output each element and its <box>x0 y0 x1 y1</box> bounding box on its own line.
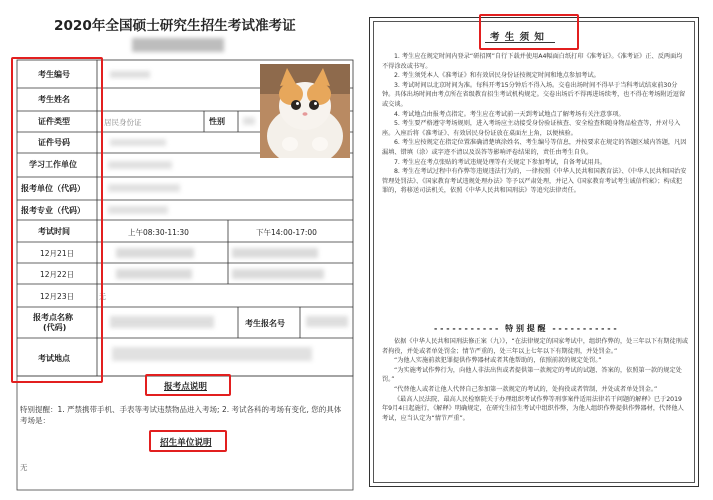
rule-item: 3. 考试时间以北京时间为准。每科开考15分钟后不得入场。交卷出场时间不得早于当科考试结束前30分钟。具体出场时间由考点所在省级教育招生考试机构规定。交卷出场后不得再进场续考，也不得在考场附近逗留或交谈。 <box>382 81 686 108</box>
special-reminder-body <box>382 337 688 423</box>
rule-item: 8. 考生在考试过程中有作弊等违规违法行为的，一律按照《中华人民共和国教育法》、《中华人民共和国治安管理处罚法》、《国家教育考试违规处理办法》等予以严肃处理，并记入《国家教育考试考生诚信档案》；构成犯罪的，将移送司法机关，依照《中华人民共和国刑法》等追究法律责任。 <box>382 168 687 195</box>
label-exam-time: 考试时间 <box>38 227 70 236</box>
special-para: 《最高人民法院、最高人民检察院关于办理组织考试作弊等刑事案件适用法律若干问题的解释》已于2019年9月4日起施行，《解释》明确规定，在研究生招生考试中组织作弊，为他人组织作弊提供作弊器材，代替他人考试，应当认定为“情节严重”。 <box>382 395 684 422</box>
label-site-code: (代码) <box>43 323 67 332</box>
redacted-gender <box>243 117 255 125</box>
label-apply-unit: 报考单位（代码） <box>21 184 85 193</box>
rule-item: 6. 考生应按规定在指定位置准确清楚填涂姓名、考生编号等信息，并按要求在规定的答题区域内答题，凡因漏填、错填（涂）或字迹不清以及误答等影响评卷结果的，责任由考生自负。 <box>382 139 687 156</box>
rule-item: 4. 考试地点由报考点指定。考生应在考试前一天到考试地点了解考场有关注意事项。 <box>394 110 625 118</box>
dash-left: - - - - - - - - - - - <box>434 324 499 333</box>
highlight-notice-title <box>479 14 579 50</box>
redacted-site-name <box>110 316 214 328</box>
label-day3: 12月23日 <box>40 292 75 301</box>
dash-right: - - - - - - - - - - - <box>552 324 617 333</box>
value-day3: 无 <box>99 293 106 301</box>
unit-note-title: 招生单位说明 <box>160 438 212 448</box>
redacted-reg-no <box>306 316 348 327</box>
redacted-work-unit <box>108 161 172 169</box>
label-site-name: 报考点名称 <box>33 313 73 322</box>
redacted-apply-unit <box>108 184 180 192</box>
value-morning: 上午08:30-11:30 <box>128 228 189 237</box>
site-note-title: 报考点说明 <box>164 382 207 392</box>
special-reminder-heading: 特 别 提 醒 <box>505 324 546 333</box>
label-work-unit: 学习工作单位 <box>29 160 77 169</box>
label-reg-no: 考生报名号 <box>245 319 285 328</box>
label-gender: 性别 <box>209 117 225 126</box>
label-id-no: 证件号码 <box>38 138 70 147</box>
ticket-title: 2020年全国硕士研究生招生考试准考证 <box>54 18 296 34</box>
candidate-photo <box>260 64 350 158</box>
notice-page <box>369 17 699 487</box>
value-id-type: 居民身份证 <box>104 118 142 127</box>
label-apply-major: 报考专业（代码） <box>21 206 85 215</box>
cat-photo-image <box>260 64 350 158</box>
redacted-day1-pm <box>232 248 318 258</box>
special-note-text: 特别提醒：1. 严禁携带手机、手表等考试违禁物品进入考场; 2. 考试各科的考场有变化, 您的具体考场是： <box>20 405 342 425</box>
label-exam-no: 考生编号 <box>38 70 70 79</box>
rule-item: 2. 考生须凭本人《准考证》和有效居民身份证按规定时间和地点参加考试。 <box>394 72 600 80</box>
label-exam-place: 考试地点 <box>38 354 70 363</box>
label-day2: 12月22日 <box>40 270 75 279</box>
redacted-exam-place <box>112 347 312 361</box>
value-afternoon: 下午14:00-17:00 <box>256 228 317 237</box>
special-para: 依据《中华人民共和国刑法修正案（九）》，“在法律规定的国家考试中，组织作弊的，处三年以下有期徒刑或者拘役，并处或者单处罚金；情节严重的，处三年以上七年以下有期徒刑，并处罚金。” <box>382 338 689 355</box>
label-day1: 12月21日 <box>40 249 75 258</box>
label-id-type: 证件类型 <box>38 117 70 126</box>
redacted-day1-am <box>116 248 194 258</box>
redacted-apply-major <box>108 206 168 214</box>
redacted-day2-pm <box>232 269 324 279</box>
notice-title: 考 生 须 知 <box>490 32 545 43</box>
highlight-site-note <box>145 374 231 396</box>
label-name: 考生姓名 <box>38 95 70 104</box>
rule-item: 5. 考生要严格遵守考场规则，进入考场应主动接受身份验证核查、安全检查和随身物品检查等，并对号入座。入座后将《准考证》、有效居民身份证放在桌面左上角，以便核验。 <box>382 120 681 137</box>
special-para: “为他人实施前款犯罪提供作弊器材或者其他帮助的，依照前款的规定处罚。” <box>394 357 602 365</box>
highlight-labels-column <box>11 57 103 383</box>
notice-rules <box>382 52 688 196</box>
highlight-unit-note <box>149 430 227 452</box>
redacted-day2-am <box>116 269 192 279</box>
redacted-id-no <box>110 139 166 146</box>
rule-item: 1. 考生应在规定时间内登录“研招网”自行下载并使用A4幅面白纸打印《准考证》。《准考证》正、反两面均不得涂改或书写。 <box>382 53 683 70</box>
redacted-exam-no <box>110 71 150 78</box>
special-reminder-title <box>434 323 617 334</box>
special-para: “为实施考试作弊行为，向他人非法出售或者提供第一款规定的考试的试题、答案的，依照第一款的规定处罚。” <box>382 366 682 384</box>
rule-item: 7. 考生应在考点张贴的考试违规处理等有关规定下参加考试，自备考试用具。 <box>394 158 607 166</box>
special-para: “代替他人或者让他人代替自己参加第一款规定的考试的，处拘役或者管制，并处或者单处罚金。” <box>394 385 658 393</box>
unit-note-value: 无 <box>20 463 28 472</box>
